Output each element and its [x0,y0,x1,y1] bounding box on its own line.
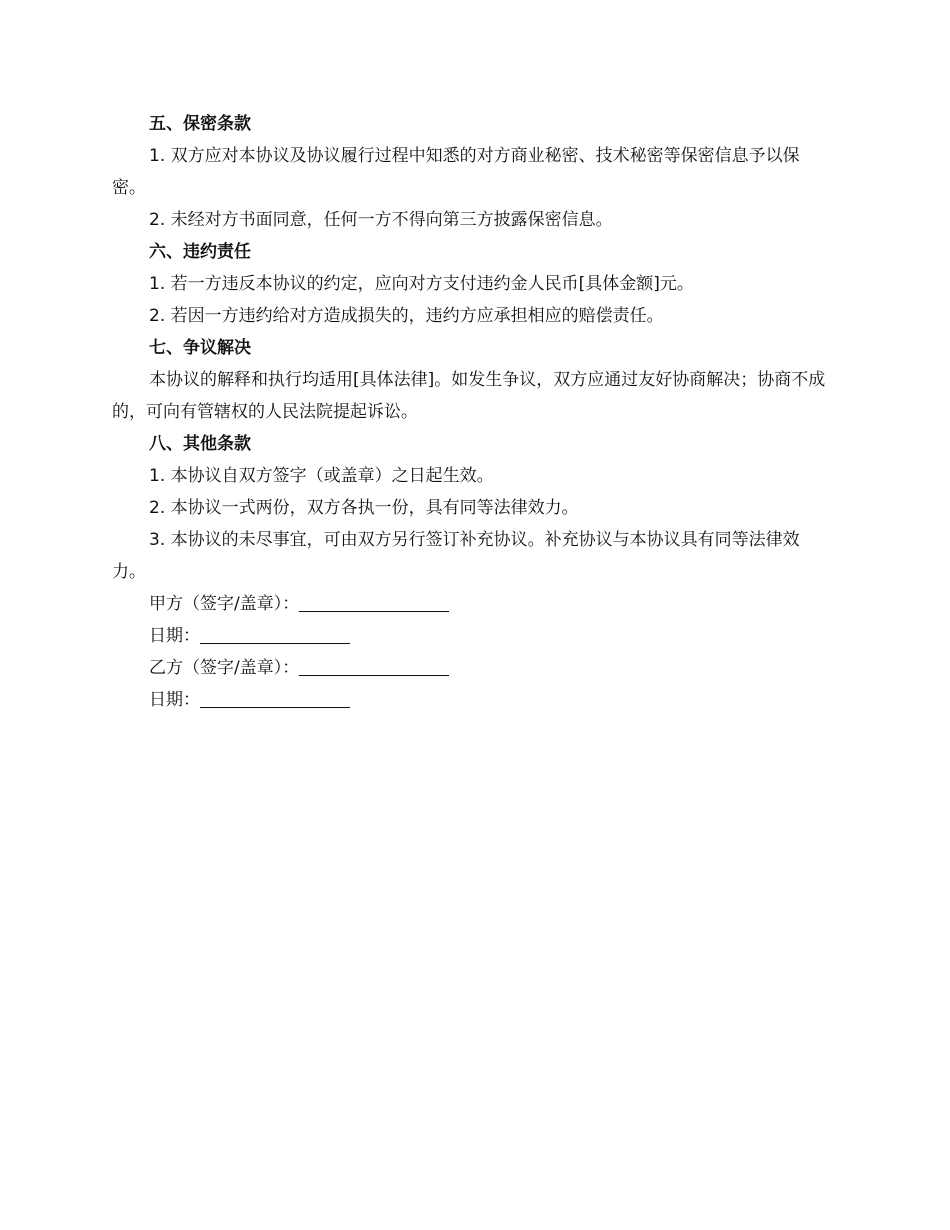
date-label: 日期： [149,626,200,646]
clause-paragraph: 2. 本协议一式两份，双方各执一份，具有同等法律效力。 [149,498,579,518]
date-line-party-a [112,620,832,652]
clause-paragraph: 1. 双方应对本协议及协议履行过程中知悉的对方商业秘密、技术秘密等保密信息予以保密。 [112,146,800,198]
clause-paragraph: 2. 若因一方违约给对方造成损失的，违约方应承担相应的赔偿责任。 [149,306,664,326]
signature-blank[interactable] [299,655,449,676]
document-body [112,108,832,716]
date-blank[interactable] [200,623,350,644]
section-heading-dispute: 七、争议解决 [149,338,251,358]
clause-paragraph: 本协议的解释和执行均适用[具体法律]。如发生争议，双方应通过友好协商解决；协商不成的，可向有管辖权的人民法院提起诉讼。 [112,370,826,422]
clause-paragraph: 3. 本协议的未尽事宜，可由双方另行签订补充协议。补充协议与本协议具有同等法律效力。 [112,530,800,582]
section-heading-confidentiality: 五、保密条款 [149,114,251,134]
date-blank[interactable] [200,687,350,708]
date-label: 日期： [149,690,200,710]
signature-blank[interactable] [299,591,449,612]
section-heading-breach: 六、违约责任 [149,242,251,262]
signature-label: 甲方（签字/盖章）： [149,594,300,614]
clause-paragraph: 1. 本协议自双方签字（或盖章）之日起生效。 [149,466,494,486]
signature-label: 乙方（签字/盖章）： [149,658,300,678]
section-heading-other: 八、其他条款 [149,434,251,454]
date-line-party-b [112,684,832,716]
clause-paragraph: 1. 若一方违反本协议的约定，应向对方支付违约金人民币[具体金额]元。 [149,274,694,294]
signature-line-party-a [112,588,832,620]
signature-line-party-b [112,652,832,684]
clause-paragraph: 2. 未经对方书面同意，任何一方不得向第三方披露保密信息。 [149,210,613,230]
